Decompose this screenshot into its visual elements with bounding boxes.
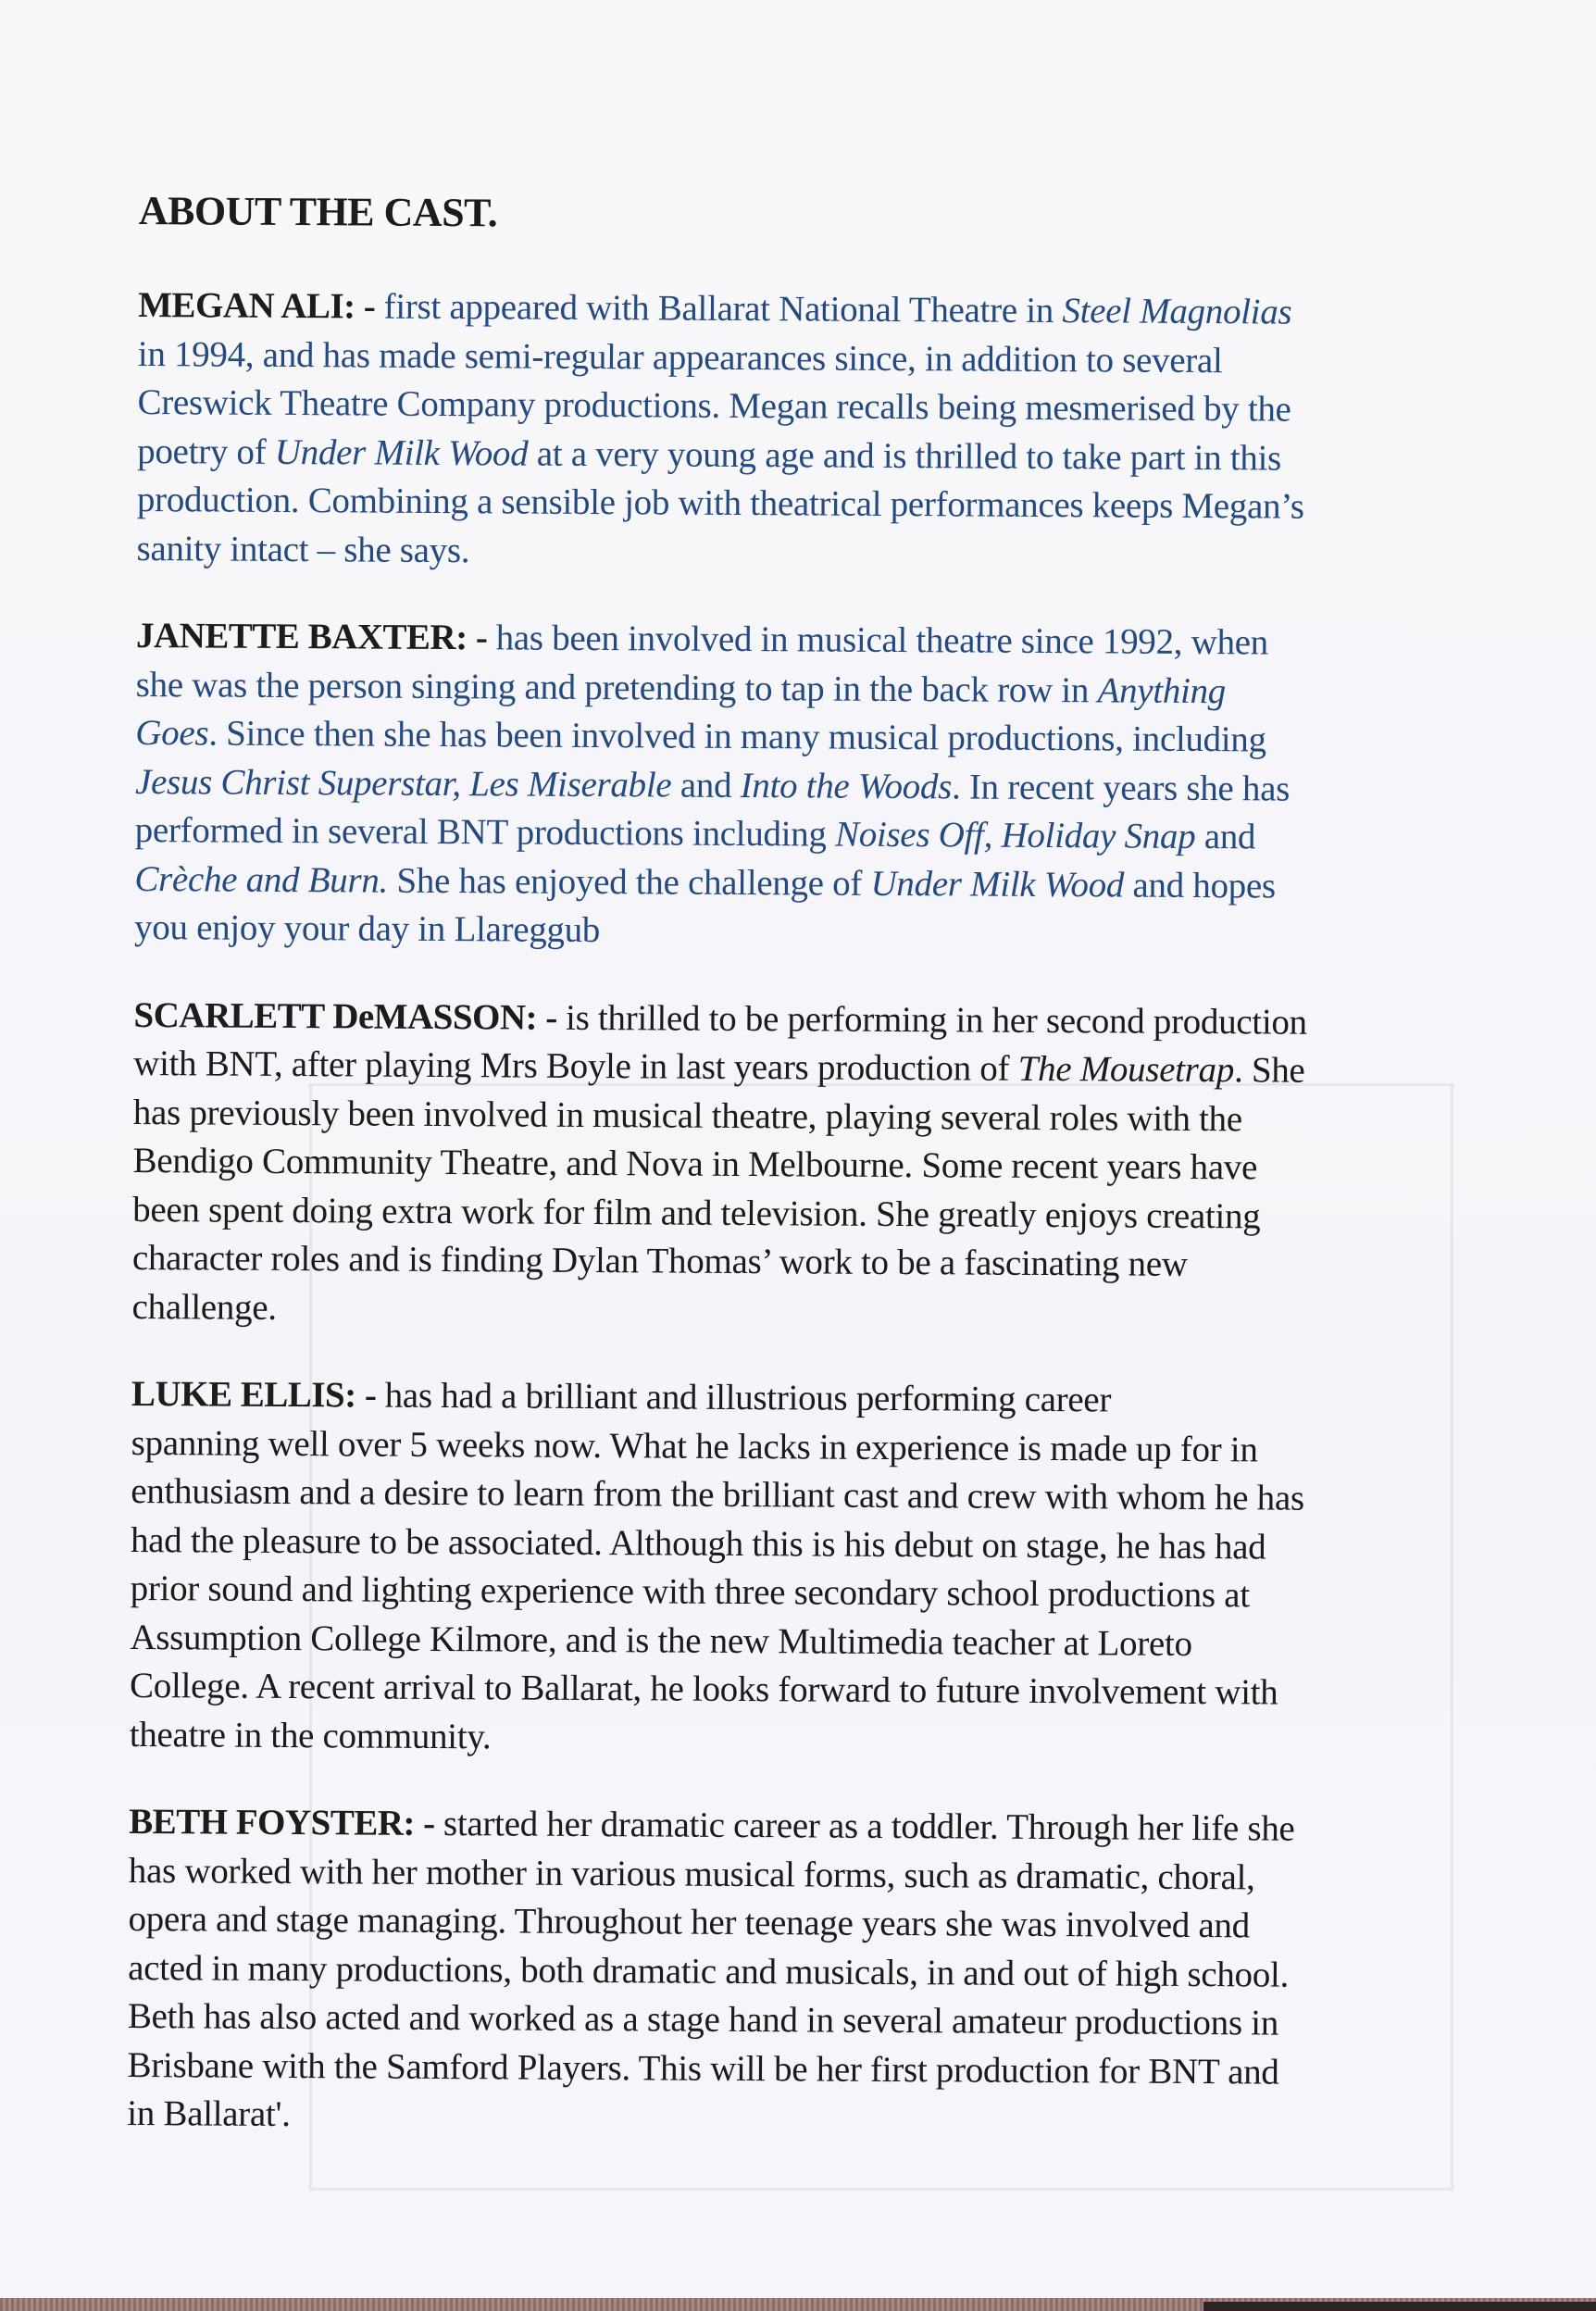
bio-line: sanity intact – she says.: [136, 528, 470, 570]
bio-line: been spent doing extra work for film and television. She greatly enjoys creating: [132, 1189, 1261, 1236]
production-title: The Mousetrap: [1017, 1048, 1235, 1091]
cast-member-name: JANETTE BAXTER:: [135, 615, 468, 658]
bio-line: poetry of Under Milk Wood at a very young age and is thrilled to take part in this: [137, 431, 1282, 479]
name-separator: -: [467, 618, 496, 658]
bio-line: theatre in the community.: [129, 1714, 492, 1756]
name-separator: -: [414, 1803, 444, 1844]
bio-line: SCARLETT DeMASSON: - is thrilled to be performing in her second production: [133, 994, 1307, 1043]
bio-line: opera and stage managing. Throughout her teenage years she was involved and: [128, 1898, 1251, 1946]
production-title: Jesus Christ Superstar, Les Miserable: [134, 761, 672, 806]
page-heading: ABOUT THE CAST.: [138, 187, 498, 236]
cast-entry-beth-foyster: [127, 1798, 1554, 2147]
bio-line: Brisbane with the Samford Players. This will be her first production for BNT and: [127, 2044, 1279, 2092]
name-separator: -: [355, 286, 384, 327]
bio-line: has previously been involved in musical theatre, playing several roles with the: [132, 1092, 1242, 1139]
production-title: Under Milk Wood: [274, 431, 529, 474]
bio-line: enthusiasm and a desire to learn from the brilliant cast and crew with whom he has: [131, 1470, 1304, 1518]
bio-line: spanning well over 5 weeks now. What he lacks in experience is made up for in: [131, 1422, 1258, 1469]
cast-bios: [127, 183, 1565, 2186]
bio-line: BETH FOYSTER: - started her dramatic career as a toddler. Through her life she: [129, 1801, 1295, 1849]
cast-member-name: BETH FOYSTER:: [129, 1801, 416, 1843]
production-title: Under Milk Wood: [870, 863, 1125, 906]
bio-line: Bendigo Community Theatre, and Nova in Melbourne. Some recent years have: [132, 1140, 1258, 1188]
name-separator: -: [536, 997, 567, 1038]
bio-line: Creswick Theatre Company productions. Megan recalls being mesmerised by the: [137, 381, 1291, 430]
cast-entry-janette-baxter: [134, 612, 1562, 961]
cast-entry-luke-ellis: [130, 1370, 1558, 1768]
bio-line: challenge.: [131, 1286, 277, 1328]
cast-entry-megan-ali: [136, 281, 1564, 581]
scan-bottom-edge-shadow: [1203, 2302, 1596, 2311]
bio-line: College. A recent arrival to Ballarat, he looks forward to future involvement with: [129, 1665, 1278, 1713]
production-title: Into the Woods: [740, 765, 953, 806]
cast-member-name: LUKE ELLIS:: [131, 1373, 356, 1416]
bio-line: in Ballarat'.: [127, 2092, 291, 2135]
production-title: Crèche and Burn.: [134, 858, 389, 901]
cast-member-name: MEGAN ALI:: [138, 284, 355, 327]
bio-line: LUKE ELLIS: - has had a brilliant and illustrious performing career: [131, 1373, 1112, 1420]
production-title: Anything: [1097, 669, 1227, 711]
bio-line: acted in many productions, both dramatic and musicals, in and out of high school.: [128, 1947, 1290, 1995]
bio-line: in 1994, and has made semi-regular appearances since, in addition to several: [137, 333, 1223, 381]
bio-line: had the pleasure to be associated. Although this is his debut on stage, he has had: [130, 1519, 1266, 1567]
bio-line: has worked with her mother in various musical forms, such as dramatic, choral,: [128, 1850, 1255, 1897]
cast-member-name: SCARLETT DeMASSON:: [133, 994, 538, 1038]
cast-entry-scarlett-demasson: [131, 991, 1559, 1340]
bio-line: Crèche and Burn. She has enjoyed the challenge of Under Milk Wood and hopes: [134, 858, 1276, 906]
bio-line: production. Combining a sensible job with theatrical performances keeps Megan’s: [136, 479, 1304, 527]
bio-line: Jesus Christ Superstar, Les Miserable and Into the Woods. In recent years she has: [134, 761, 1291, 809]
bio-line: performed in several BNT productions including Noises Off, Holiday Snap and: [134, 809, 1256, 857]
bio-line: prior sound and lighting experience with three secondary school productions at: [130, 1568, 1250, 1616]
bio-line: she was the person singing and pretending to tap in the back row in Anything: [135, 664, 1227, 711]
bio-line: Goes. Since then she has been involved in many musical productions, including: [135, 712, 1266, 760]
bio-line: you enjoy your day in Llareggub: [133, 906, 601, 951]
bio-line: JANETTE BAXTER: - has been involved in musical theatre since 1992, when: [135, 615, 1269, 663]
bio-line: Assumption College Kilmore, and is the new Multimedia teacher at Loreto: [130, 1617, 1192, 1664]
production-title: Noises Off, Holiday Snap: [834, 814, 1196, 856]
bio-line: Beth has also acted and worked as a stage hand in several amateur productions in: [127, 1995, 1279, 2043]
bio-line: character roles and is finding Dylan Thomas’ work to be a fascinating new: [131, 1237, 1188, 1284]
production-title: Steel Magnolias: [1062, 291, 1292, 332]
bio-line: with BNT, after playing Mrs Boyle in last years production of The Mousetrap. She: [133, 1043, 1305, 1091]
production-title: Goes: [135, 712, 209, 754]
name-separator: -: [355, 1375, 385, 1416]
bio-line: MEGAN ALI: - first appeared with Ballarat National Theatre in Steel Magnolias: [138, 284, 1292, 332]
